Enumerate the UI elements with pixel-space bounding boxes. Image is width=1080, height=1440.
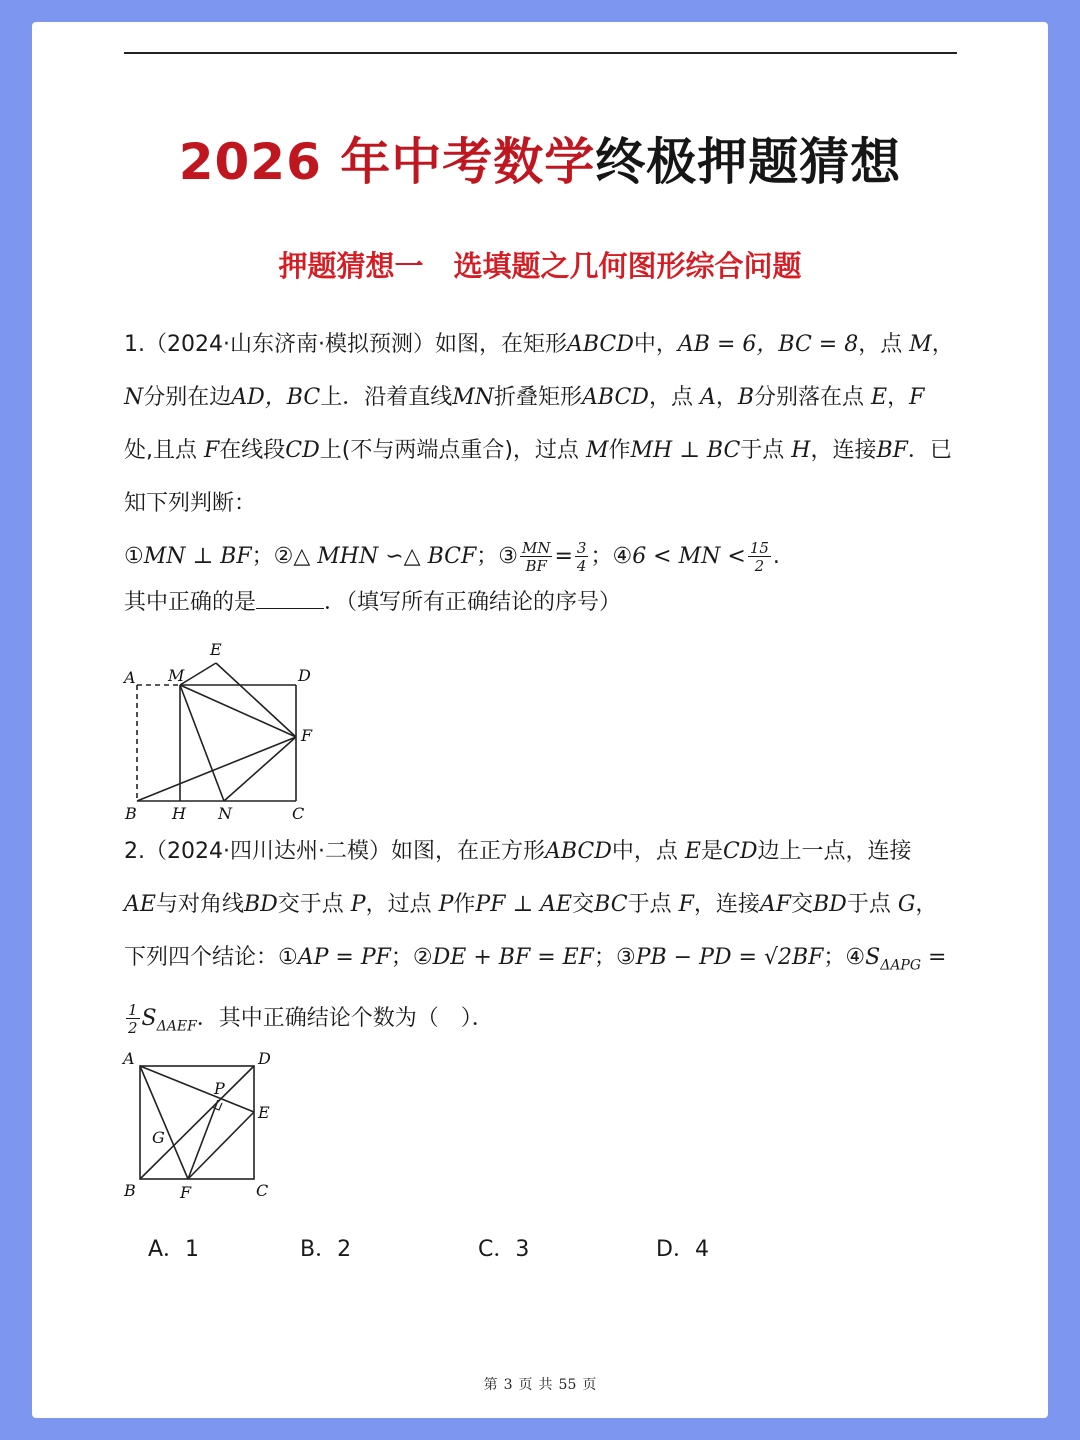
page-footer: 第 3 页 共 55 页: [483, 1377, 597, 1393]
fig2-label-b: B: [124, 1181, 136, 1200]
title-red-part: 2026 年中考数学: [178, 133, 596, 191]
choice-b[interactable]: B．2: [300, 1237, 352, 1262]
fig1-label-m: M: [168, 666, 185, 685]
fig1-label-c: C: [292, 804, 305, 822]
fraction-3-4: $\frac{3}{4}$: [576, 538, 587, 575]
question-1-text: [124, 318, 964, 623]
choice-a[interactable]: A．1: [148, 1237, 200, 1262]
q1-line-1: 1.（2024·山东济南·模拟预测）如图，在矩形ABCD中，AB = 6，BC = 8，点 M，: [124, 332, 954, 357]
fig1-label-f: F: [301, 726, 313, 745]
q2-line-3: 下列四个结论：①AP = PF；②DE + BF = EF；③PB − PD = √2BF；$④S_{\Delta APG}$ =: [124, 945, 947, 974]
fig1-label-h: H: [172, 804, 186, 822]
subtitle-right: 选填题之几何图形综合问题: [453, 249, 802, 283]
choice-c[interactable]: C．3: [478, 1237, 530, 1262]
fig2-label-d: D: [258, 1049, 271, 1068]
fig1-label-b: B: [125, 804, 137, 822]
q1-line-4: 知下列判断：: [124, 491, 257, 516]
fig2-label-g: G: [152, 1128, 165, 1147]
question-2-text: [124, 825, 964, 1054]
fraction-mn-bf: $\frac{MN}{BF}$: [521, 538, 551, 575]
fig1-label-a: A: [124, 668, 136, 687]
page-title: [32, 122, 1048, 194]
q1-line-3: 处,且点 F在线段CD上(不与两端点重合)，过点 M作MH ⊥ BC于点 H，连接BF．已: [124, 438, 952, 463]
page-number: 3: [503, 1377, 513, 1393]
fig2-label-c: C: [256, 1181, 269, 1200]
q1-line-5: ①MN ⊥ BF；②△ MHN ∽△ BCF；③ $\frac{MN}{BF}$ = $\frac{3}{4}$ ；④6 < MN < $\frac{15}{2}$ .: [124, 538, 780, 575]
total-pages: 55: [558, 1377, 577, 1393]
answer-blank: [256, 590, 324, 609]
fig1-label-n: N: [218, 804, 232, 822]
figure-2-square: [116, 1044, 286, 1204]
fig2-label-a: A: [123, 1049, 135, 1068]
q2-line-1: 2.（2024·四川达州·二模）如图，在正方形ABCD中，点 E是CD边上一点，连接: [124, 839, 912, 864]
fig2-label-e: E: [258, 1103, 270, 1122]
choice-d[interactable]: D．4: [656, 1237, 709, 1262]
figure-1-rectangle-fold: [120, 637, 330, 822]
q2-line-4: $\frac{1}{2}$ $S_{\Delta AEF}$．其中正确结论个数为（ ）．: [128, 1000, 494, 1037]
top-rule: [124, 52, 957, 54]
document-page: [32, 22, 1048, 1418]
fig2-label-p: P: [214, 1079, 225, 1098]
fraction-1-2: $\frac{1}{2}$: [128, 1000, 138, 1037]
section-subtitle: [32, 244, 1048, 285]
fig1-label-d: D: [298, 666, 311, 685]
title-black-part: 终极押题猜想: [595, 133, 902, 191]
fig2-label-f: F: [180, 1183, 192, 1202]
q1-line-2: N分别在边AD，BC上．沿着直线MN折叠矩形ABCD，点 A，B分别落在点 E，F: [124, 385, 925, 410]
q2-line-2: AE与对角线BD交于点 P，过点 P作PF ⊥ AE交BC于点 F，连接AF交BD于点 G，: [124, 892, 938, 917]
q1-line-6: 其中正确的是 ．（填写所有正确结论的序号）: [124, 590, 622, 615]
subtitle-left: 押题猜想一: [278, 249, 424, 283]
fig1-label-e: E: [210, 640, 222, 659]
fraction-15-2: $\frac{15}{2}$: [749, 538, 769, 575]
